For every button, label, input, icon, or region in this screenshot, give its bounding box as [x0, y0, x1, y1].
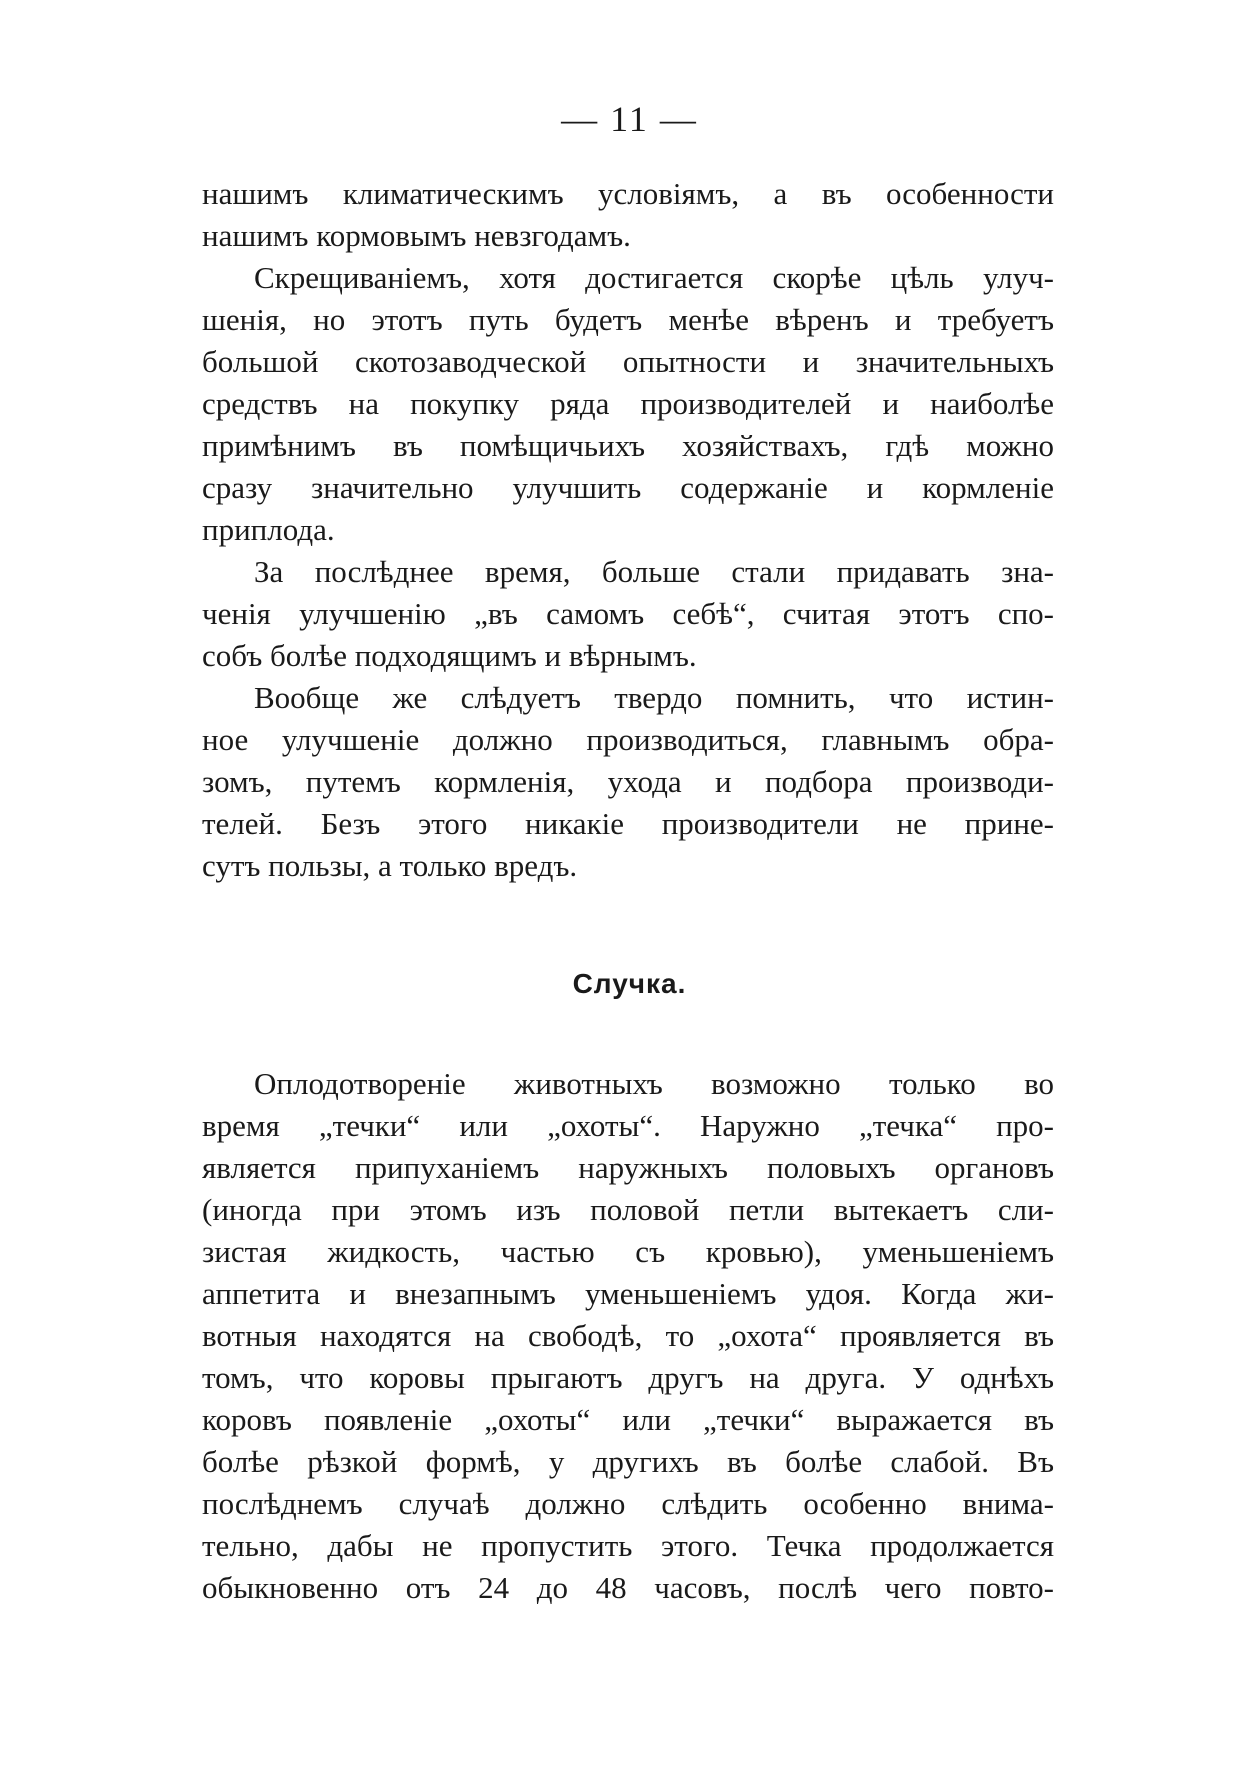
- text-line: тельно, дабы не пропустить этого. Течка продолжается: [202, 1528, 1054, 1563]
- text-line: Вообще же слѣдуетъ твердо помнить, что истин-: [254, 680, 1054, 715]
- section-heading: Случка.: [572, 968, 687, 999]
- text-line: послѣднемъ случаѣ должно слѣдить особенно внима-: [202, 1486, 1054, 1521]
- text-line: Оплодотвореніе животныхъ возможно только во: [254, 1066, 1054, 1101]
- section-paragraphs-2: [202, 1063, 1054, 1609]
- text-line: томъ, что коровы прыгаютъ другъ на друга. У однѣхъ: [202, 1360, 1054, 1395]
- text-line: зомъ, путемъ кормленія, ухода и подбора производи-: [202, 764, 1054, 799]
- text-line: За послѣднее время, больше стали придавать зна-: [254, 554, 1054, 589]
- text-line: собъ болѣе подходящимъ и вѣрнымъ.: [202, 638, 697, 673]
- text-line: коровъ появленіе „охоты“ или „течки“ выражается въ: [202, 1402, 1054, 1437]
- text-line: сутъ пользы, а только вредъ.: [202, 848, 578, 883]
- text-line: средствъ на покупку ряда производителей и наиболѣе: [202, 386, 1054, 421]
- text-line: зистая жидкость, частью съ кровью), уменьшеніемъ: [202, 1234, 1054, 1269]
- text-line: шенія, но этотъ путь будетъ менѣе вѣренъ и требуетъ: [202, 302, 1054, 337]
- text-line: вотныя находятся на свободѣ, то „охота“ проявляется въ: [202, 1318, 1054, 1353]
- text-line: время „течки“ или „охоты“. Наружно „течка“ про-: [202, 1108, 1054, 1143]
- text-line: ное улучшеніе должно производиться, главнымъ обра-: [202, 722, 1054, 757]
- text-line: ченія улучшенію „въ самомъ себѣ“, считая этотъ спо-: [202, 596, 1054, 631]
- text-line: обыкновенно отъ 24 до 48 часовъ, послѣ чего повто-: [202, 1570, 1054, 1605]
- text-line: сразу значительно улучшить содержаніе и кормленіе: [202, 470, 1054, 505]
- text-line: нашимъ кормовымъ невзгодамъ.: [202, 218, 631, 253]
- text-line: нашимъ климатическимъ условіямъ, а въ особенности: [202, 176, 1054, 211]
- text-line: (иногда при этомъ изъ половой петли вытекаетъ сли-: [202, 1192, 1054, 1227]
- text-line: аппетита и внезапнымъ уменьшеніемъ удоя. Когда жи-: [202, 1276, 1054, 1311]
- text-line: телей. Безъ этого никакіе производители не прине-: [202, 806, 1054, 841]
- text-line: является припуханіемъ наружныхъ половыхъ органовъ: [202, 1150, 1054, 1185]
- text-line: большой скотозаводческой опытности и значительныхъ: [202, 344, 1054, 379]
- text-line: болѣе рѣзкой формѣ, у другихъ въ болѣе слабой. Въ: [202, 1444, 1054, 1479]
- text-line: примѣнимъ въ помѣщичьихъ хозяйствахъ, гдѣ можно: [202, 428, 1054, 463]
- text-line: Скрещиваніемъ, хотя достигается скорѣе цѣль улуч-: [254, 260, 1054, 295]
- section-paragraphs-1: [202, 173, 1054, 887]
- text-line: приплода.: [202, 512, 335, 547]
- page-number: — 11 —: [561, 99, 698, 139]
